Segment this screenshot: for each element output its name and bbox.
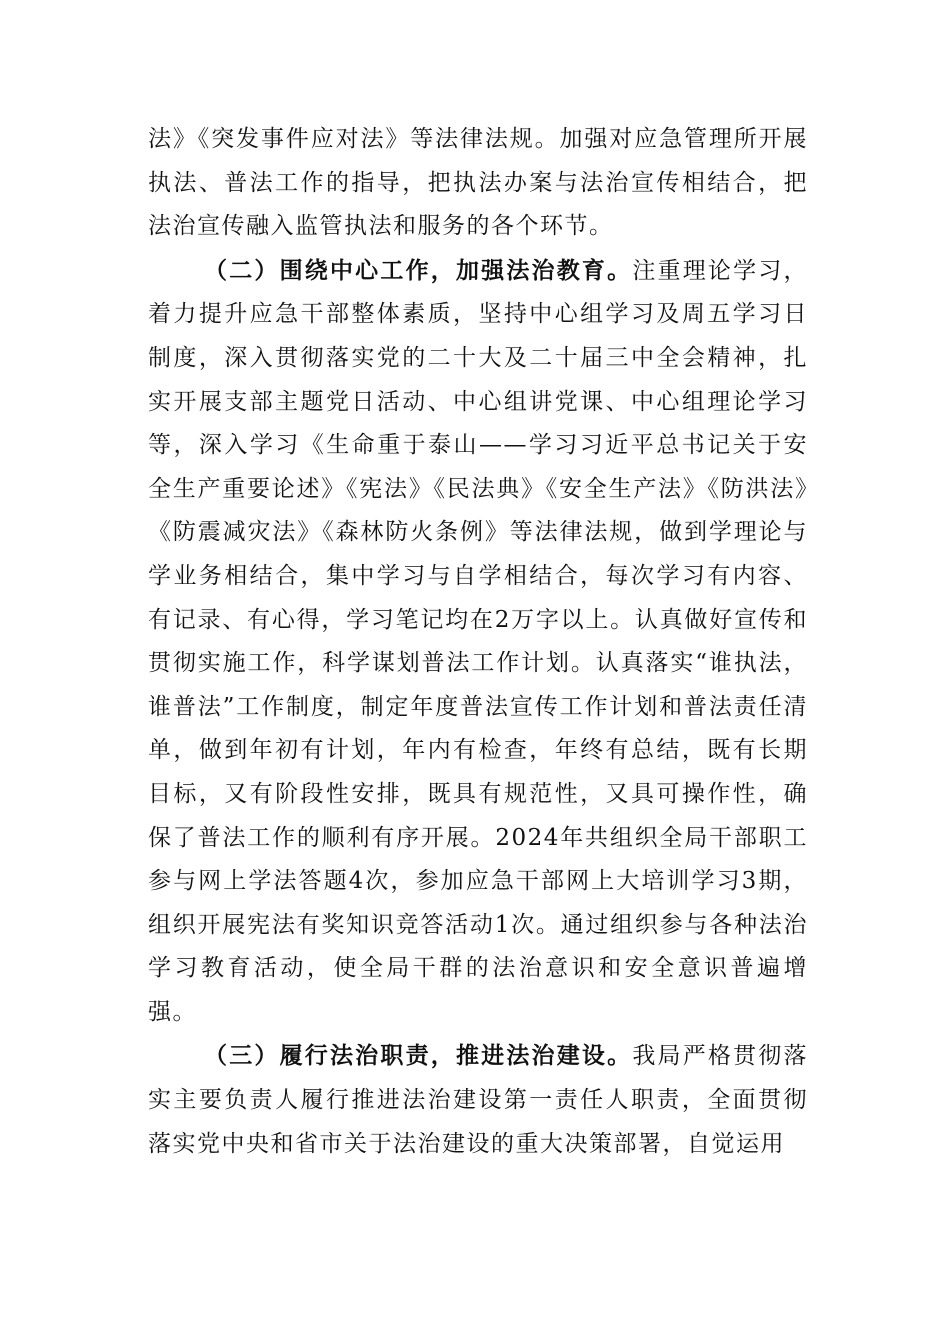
paragraph-section-3 [148, 1034, 808, 1166]
document-body [148, 118, 808, 1166]
paragraph-body: 注重理论学习，着力提升应急干部整体素质，坚持中心组学习及周五学习日制度，深入贯彻落实党的二十大及二十届三中全会精神，扎实开展支部主题党日活动、中心组讲党课、中心组理论学习等，深入学习《生命重于泰山——学习习近平总书记关于安全生产重要论述》《宪法》《民法典》《安全生产法》《防洪法》《防震减灾法》《森林防火条例》等法律法规，做到学理论与学业务相结合，集中学习与自学相结合，每次学习有内容、有记录、有心得，学习笔记均在2万字以上。认真做好宣传和贯彻实施工作，科学谋划普法工作计划。认真落实“谁执法，谁普法”工作制度，制定年度普法宣传工作计划和普法责任清单，做到年初有计划，年内有检查，年终有总结，既有长期目标，又有阶段性安排，既具有规范性，又具可操作性，确保了普法工作的顺利有序开展。2024年共组织全局干部职工参与网上学法答题4次，参加应急干部网上大培训学习3期，组织开展宪法有奖知识竞答活动1次。通过组织参与各种法治学习教育活动，使全局干群的法治意识和安全意识普遍增强。 [148, 257, 809, 1025]
paragraph-body: 法》《突发事件应对法》等法律法规。加强对应急管理所开展执法、普法工作的指导，把执法办案与法治宣传相结合，把法治宣传融入监管执法和服务的各个环节。 [148, 126, 808, 240]
paragraph-continuation [148, 118, 808, 249]
section-heading: （二）围绕中心工作，加强法治教育。 [204, 256, 633, 284]
paragraph-body: 我局严格贯彻落实主要负责人履行推进法治建设第一责任人职责，全面贯彻落实党中央和省市关于法治建设的重大决策部署，自觉运用 [148, 1043, 809, 1157]
paragraph-section-2 [148, 249, 808, 1035]
section-heading: （三）履行法治职责，推进法治建设。 [204, 1042, 633, 1070]
